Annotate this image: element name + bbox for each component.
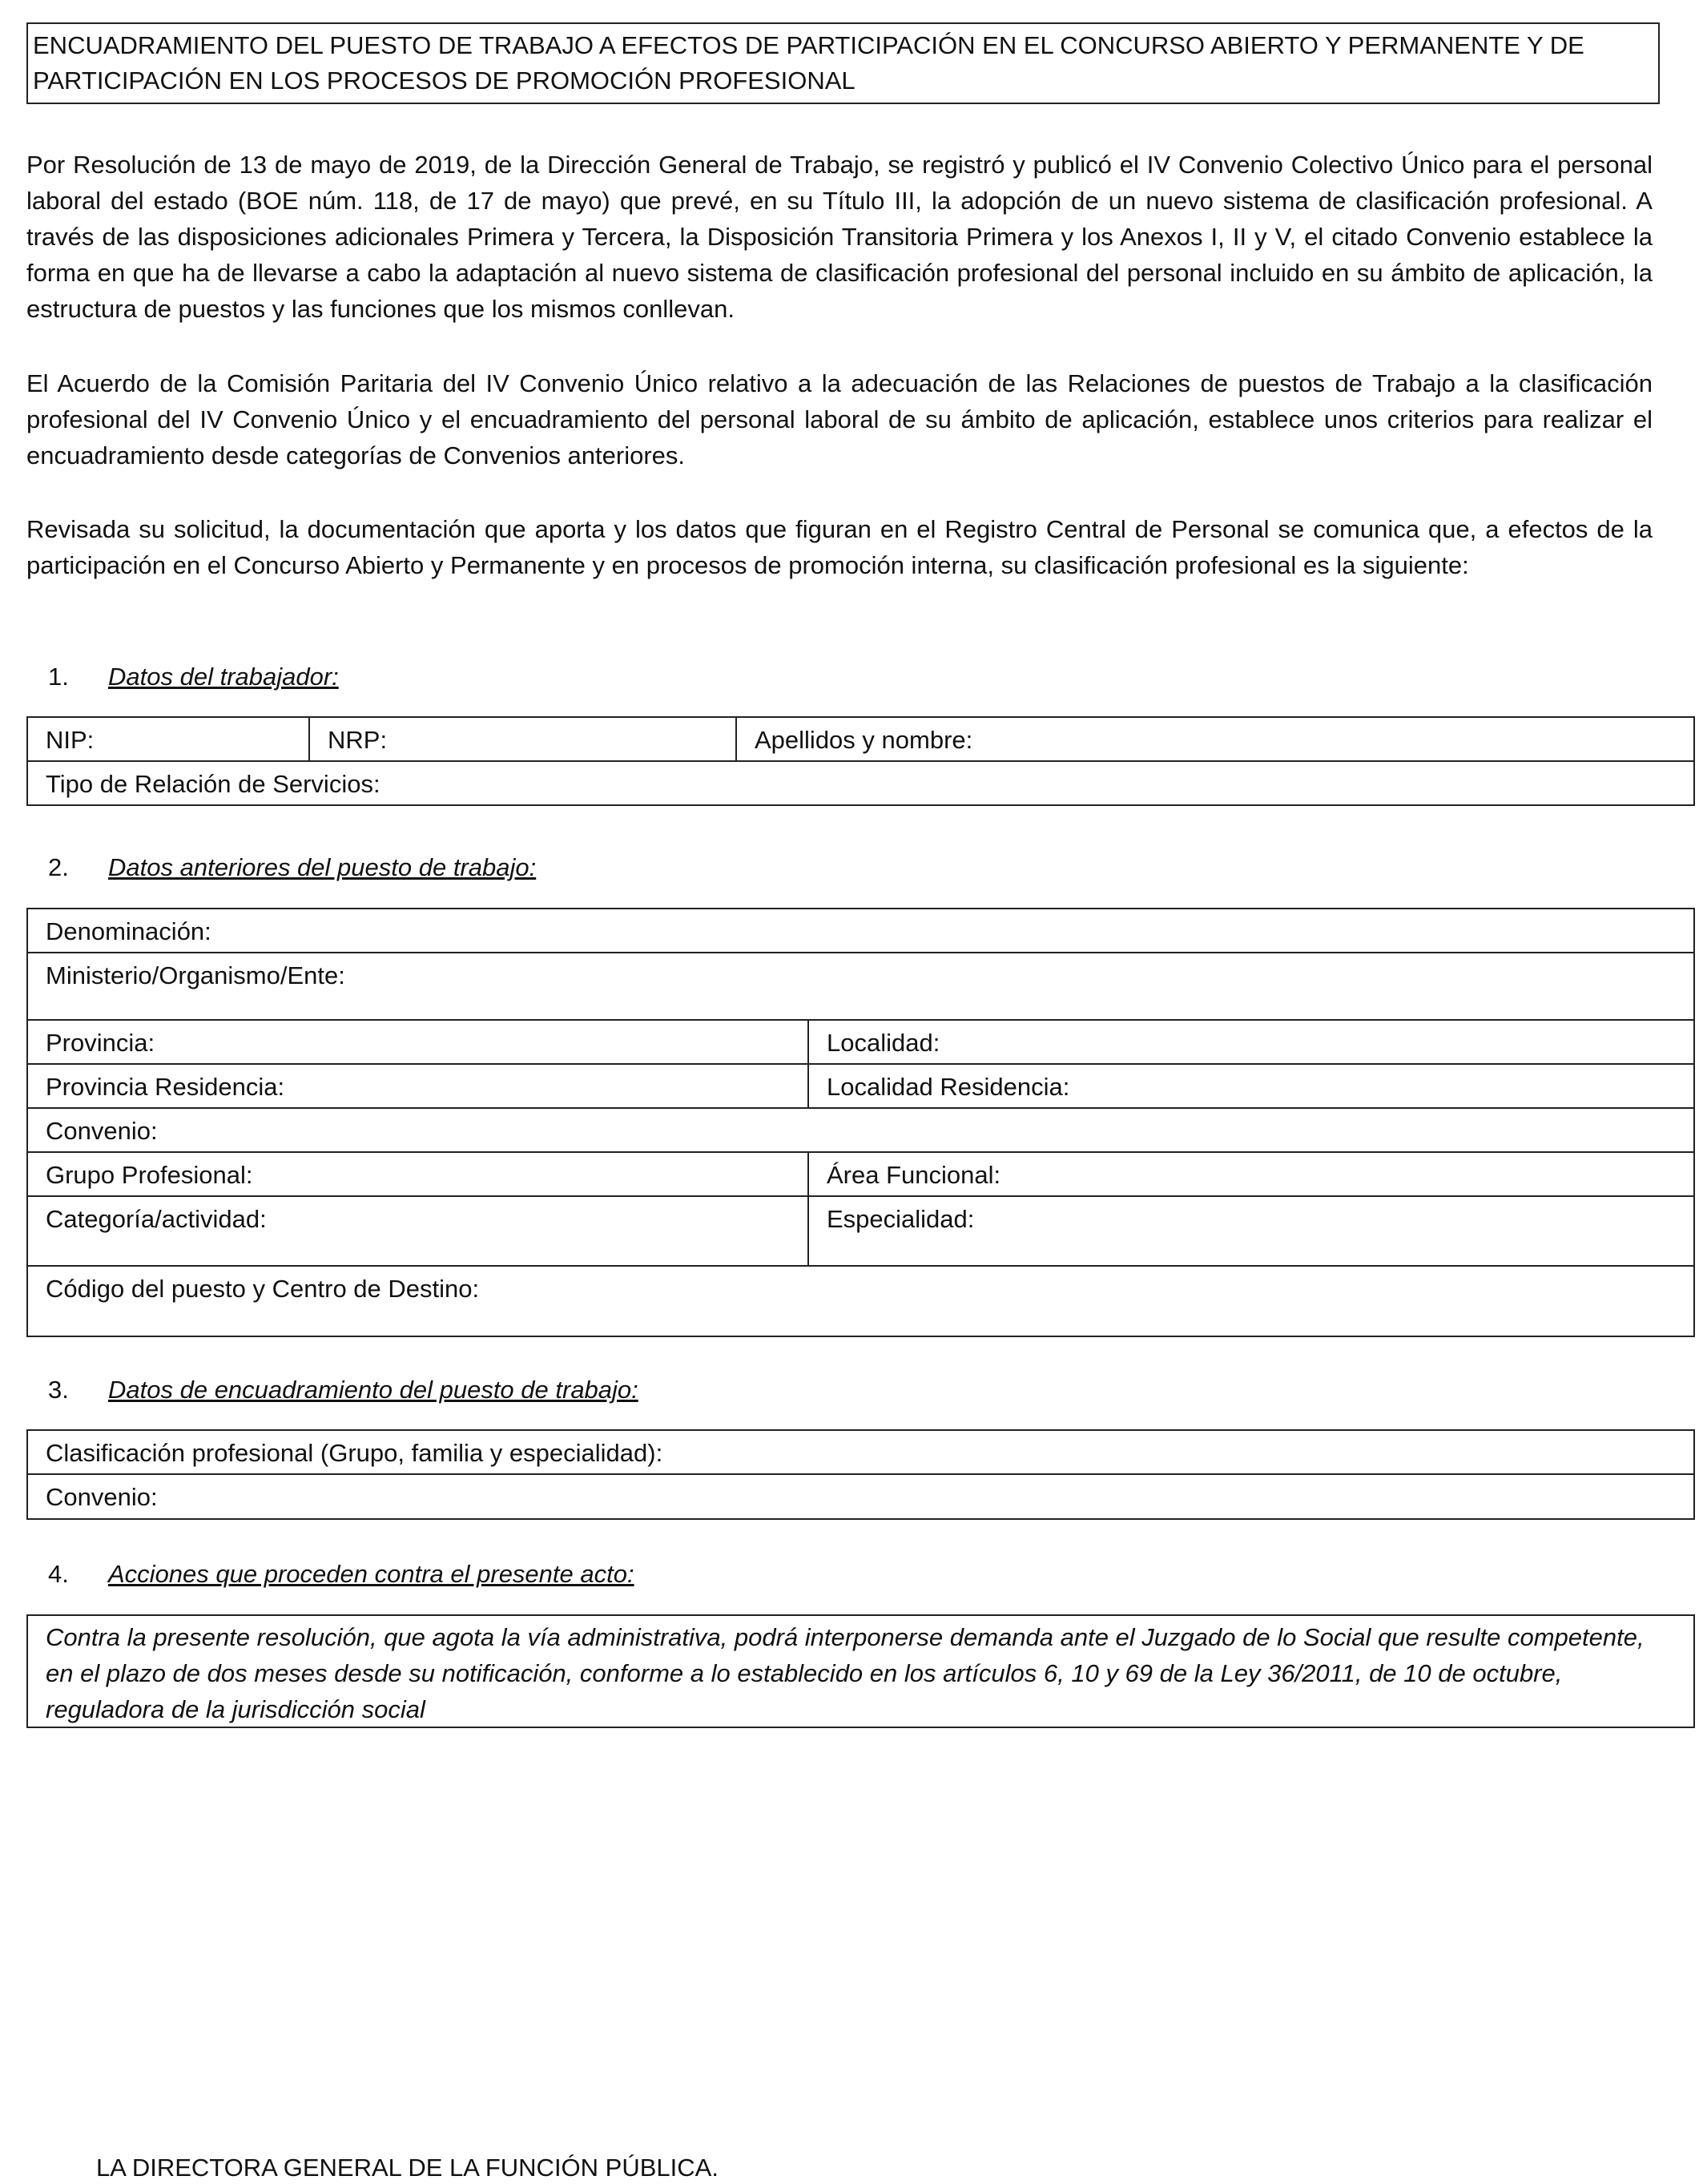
- section-4-number: 4.: [48, 1560, 69, 1588]
- apellidos-field[interactable]: Apellidos y nombre:: [755, 726, 973, 754]
- section-1-label: Datos del trabajador:: [108, 663, 339, 691]
- document-title-text: ENCUADRAMIENTO DEL PUESTO DE TRABAJO A EFECTOS DE PARTICIPACIÓN EN EL CONCURSO ABIERTO Y PERMANENTE Y DE PARTICIPACIÓN EN LOS PROCESOS DE PROMOCIÓN PROFESIONAL: [33, 31, 1584, 95]
- row-ministerio: [28, 953, 1693, 1021]
- worker-data-table: [26, 716, 1695, 806]
- section-2-heading: [48, 849, 536, 885]
- classification-table: [26, 1429, 1695, 1520]
- row-residencia: [28, 1065, 1693, 1109]
- row-provincia: [28, 1021, 1693, 1065]
- section-4-heading: [48, 1556, 634, 1592]
- worker-row-ids: [28, 718, 1693, 762]
- section-4-label: Acciones que proceden contra el presente acto:: [108, 1560, 634, 1588]
- section-3-heading: [48, 1372, 638, 1408]
- intro-paragraph-1: Por Resolución de 13 de mayo de 2019, de la Dirección General de Trabajo, se registró y publicó el IV Convenio Colectivo Único para el personal laboral del estado (BOE núm. 118, de 17 de mayo) que prevé, en su Título III, la adopción de un nuevo sistema de clasificación profesional. A través de las disposiciones adicionales Primera y Tercera, la Disposición Transitoria Primera y los Anexos I, II y V, el citado Convenio establece la forma en que ha de llevarse a cabo la adaptación al nuevo sistema de clasificación profesional del personal incluido en su ámbito de aplicación, la estructura de puestos y las funciones que los mismos conllevan.: [26, 151, 1653, 323]
- section-3-label: Datos de encuadramiento del puesto de trabajo:: [108, 1376, 638, 1404]
- appeal-text: Contra la presente resolución, que agota la vía administrativa, podrá interponerse demanda ante el Juzgado de lo Social que resulte competente, en el plazo de dos meses desde su notificación, conforme a lo establecido en los artículos 6, 10 y 69 de la Ley 36/2011, de 10 de octubre, reguladora de la jurisdicción social: [46, 1623, 1645, 1723]
- section-2-number: 2.: [48, 853, 69, 881]
- appeal-box: [26, 1614, 1695, 1728]
- localidad-field[interactable]: Localidad:: [827, 1029, 940, 1057]
- especialidad-field[interactable]: Especialidad:: [827, 1205, 975, 1233]
- row-denominacion: [28, 909, 1693, 953]
- clasificacion-field[interactable]: Clasificación profesional (Grupo, familia y especialidad):: [46, 1439, 663, 1467]
- row-codigo: [28, 1267, 1693, 1311]
- area-field[interactable]: Área Funcional:: [827, 1161, 1001, 1189]
- section-1-number: 1.: [48, 663, 69, 691]
- nrp-field[interactable]: NRP:: [310, 718, 737, 760]
- row-convenio: [28, 1109, 1693, 1153]
- worker-row-relation: [28, 762, 1693, 806]
- ministerio-field[interactable]: Ministerio/Organismo/Ente:: [46, 961, 345, 989]
- codigo-field[interactable]: Código del puesto y Centro de Destino:: [46, 1275, 480, 1303]
- row-grupo: [28, 1153, 1693, 1197]
- previous-job-table: [26, 908, 1695, 1337]
- section-3-number: 3.: [48, 1376, 69, 1404]
- provincia-residencia-field[interactable]: Provincia Residencia:: [28, 1065, 809, 1107]
- section-1-heading: [48, 659, 339, 695]
- section-2-label: Datos anteriores del puesto de trabajo:: [108, 853, 537, 881]
- tipo-relacion-field[interactable]: Tipo de Relación de Servicios:: [46, 770, 380, 798]
- convenio-previous-field[interactable]: Convenio:: [46, 1117, 158, 1145]
- convenio-new-field[interactable]: Convenio:: [46, 1483, 158, 1511]
- signature-line: LA DIRECTORA GENERAL DE LA FUNCIÓN PÚBLICA.: [96, 2154, 719, 2182]
- grupo-field[interactable]: Grupo Profesional:: [28, 1153, 809, 1195]
- intro-paragraph-2: El Acuerdo de la Comisión Paritaria del IV Convenio Único relativo a la adecuación de las Relaciones de puestos de Trabajo a la clasificación profesional del IV Convenio Único y el encuadramiento del personal laboral de su ámbito de aplicación, establece unos criterios para realizar el encuadramiento desde categorías de Convenios anteriores.: [26, 369, 1653, 469]
- row-convenio-new: [28, 1475, 1693, 1519]
- row-clasificacion: [28, 1431, 1693, 1475]
- intro-paragraph-3: Revisada su solicitud, la documentación que aporta y los datos que figuran en el Registro Central de Personal se comunica que, a efectos de la participación en el Concurso Abierto y Permanente y en procesos de promoción interna, su clasificación profesional es la siguiente:: [26, 515, 1653, 579]
- categoria-field[interactable]: Categoría/actividad:: [28, 1197, 809, 1265]
- row-categoria: [28, 1197, 1693, 1267]
- document-title: [26, 22, 1660, 104]
- provincia-field[interactable]: Provincia:: [28, 1021, 809, 1063]
- nip-field[interactable]: NIP:: [28, 718, 310, 760]
- localidad-residencia-field[interactable]: Localidad Residencia:: [827, 1073, 1070, 1101]
- denominacion-field[interactable]: Denominación:: [46, 917, 211, 945]
